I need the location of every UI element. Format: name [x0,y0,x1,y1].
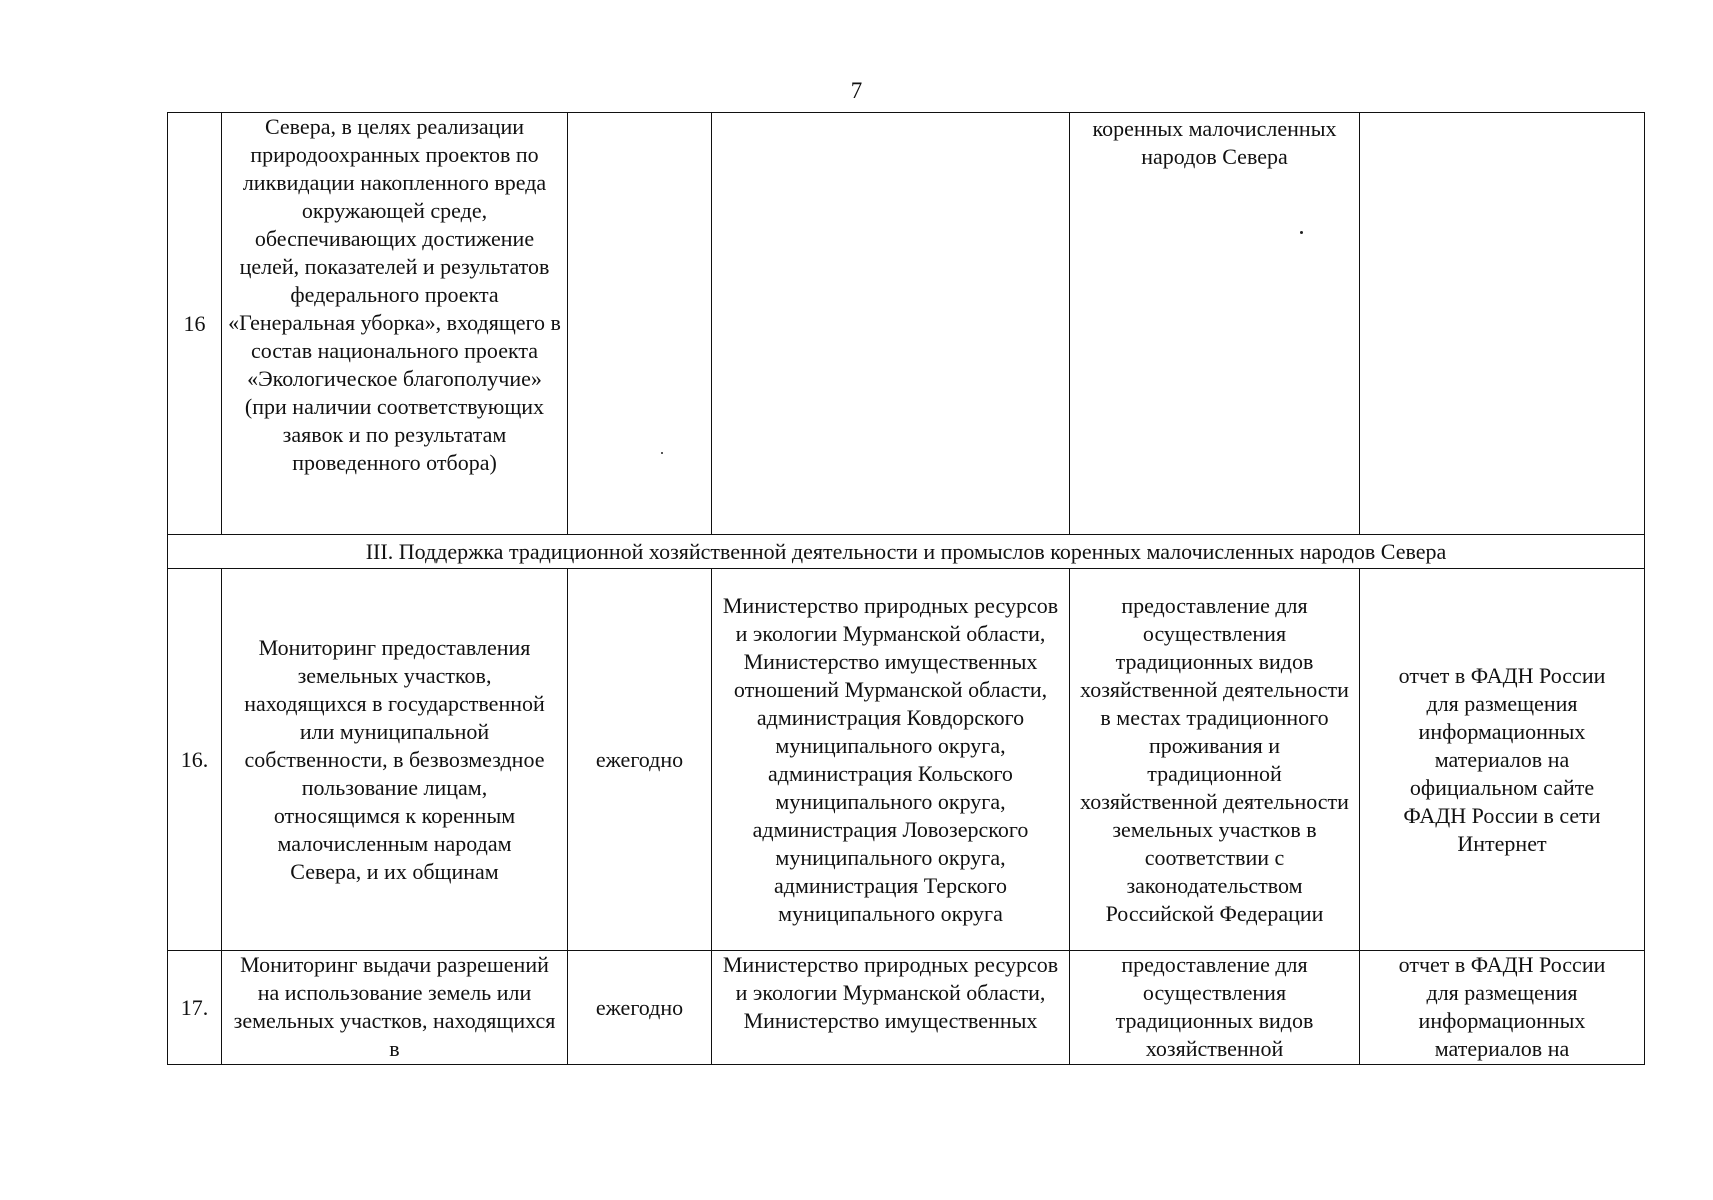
page-number: 7 [850,78,863,103]
section-header-row [168,535,1645,569]
action-text: Мониторинг предоставления земельных участков, находящихся в государственной или муниципальной собственности, в безвозмездное пользование лицам, относящимся к коренным малочисленным народам Севера, и их общинам [244,634,545,884]
table-row [168,569,1645,951]
action-text: Севера, в целях реализации природоохранных проектов по ликвидации накопленного вреда окружающей среде, обеспечивающих достижение целей, показателей и результатов федерального проекта «Генеральная уборка», входящего в состав национального проекта «Экологическое благополучие» (при наличии соответствующих заявок и по результатам проведенного отбора) [228,114,561,475]
row-number-cell [168,951,222,1065]
result-text: предоставление для осуществления традиционных видов хозяйственной [1115,952,1314,1061]
term-cell [568,951,712,1065]
term-cell [568,569,712,951]
row-number: 16. [180,746,209,772]
section-title-cell [168,535,1645,569]
result-text: коренных малочисленных народов Севера [1092,116,1337,169]
table-row [168,113,1645,535]
result-cell [1070,113,1360,535]
term-text: ежегодно [595,746,684,772]
executors-cell [712,113,1070,535]
action-cell [222,113,568,535]
executors-cell [712,951,1070,1065]
executors-text: Министерство природных ресурсов и экологии Мурманской области, Министерство имущественных [722,952,1059,1033]
report-cell [1360,113,1645,535]
executors-text: Министерство природных ресурсов и экологии Мурманской области, Министерство имущественных отношений Мурманской области, администрация Ковдорского муниципального округа, администрация Кольского муниципального округа, администрация Ловозерского муниципального округа, администрация Терского муниципального округа [722,592,1059,926]
report-text: отчет в ФАДН России для размещения информационных материалов на официальном сайте ФАДН России в сети Интернет [1398,662,1606,856]
action-text: Мониторинг выдачи разрешений на использование земель или земельных участков, находящихся в [233,952,556,1061]
plan-table [167,112,1645,1065]
scan-speck [661,452,663,454]
section-title: III. Поддержка традиционной хозяйственной деятельности и промыслов коренных малочисленных народов Севера [365,538,1447,564]
report-text: отчет в ФАДН России для размещения информационных материалов на [1398,952,1606,1061]
result-cell [1070,951,1360,1065]
result-cell [1070,569,1360,951]
report-cell [1360,569,1645,951]
table-row [168,951,1645,1065]
action-cell [222,951,568,1065]
row-number-cell [168,113,222,535]
scan-speck [1300,231,1303,234]
row-number-cell [168,569,222,951]
term-cell [568,113,712,535]
term-text: ежегодно [595,994,684,1020]
row-number: 16 [183,310,206,336]
report-cell [1360,951,1645,1065]
row-number: 17. [180,994,209,1020]
result-text: предоставление для осуществления традиционных видов хозяйственной деятельности в местах традиционного проживания и традиционной хозяйственной деятельности земельных участков в соответствии с законодательством Российской Федерации [1080,592,1349,926]
action-cell [222,569,568,951]
executors-cell [712,569,1070,951]
